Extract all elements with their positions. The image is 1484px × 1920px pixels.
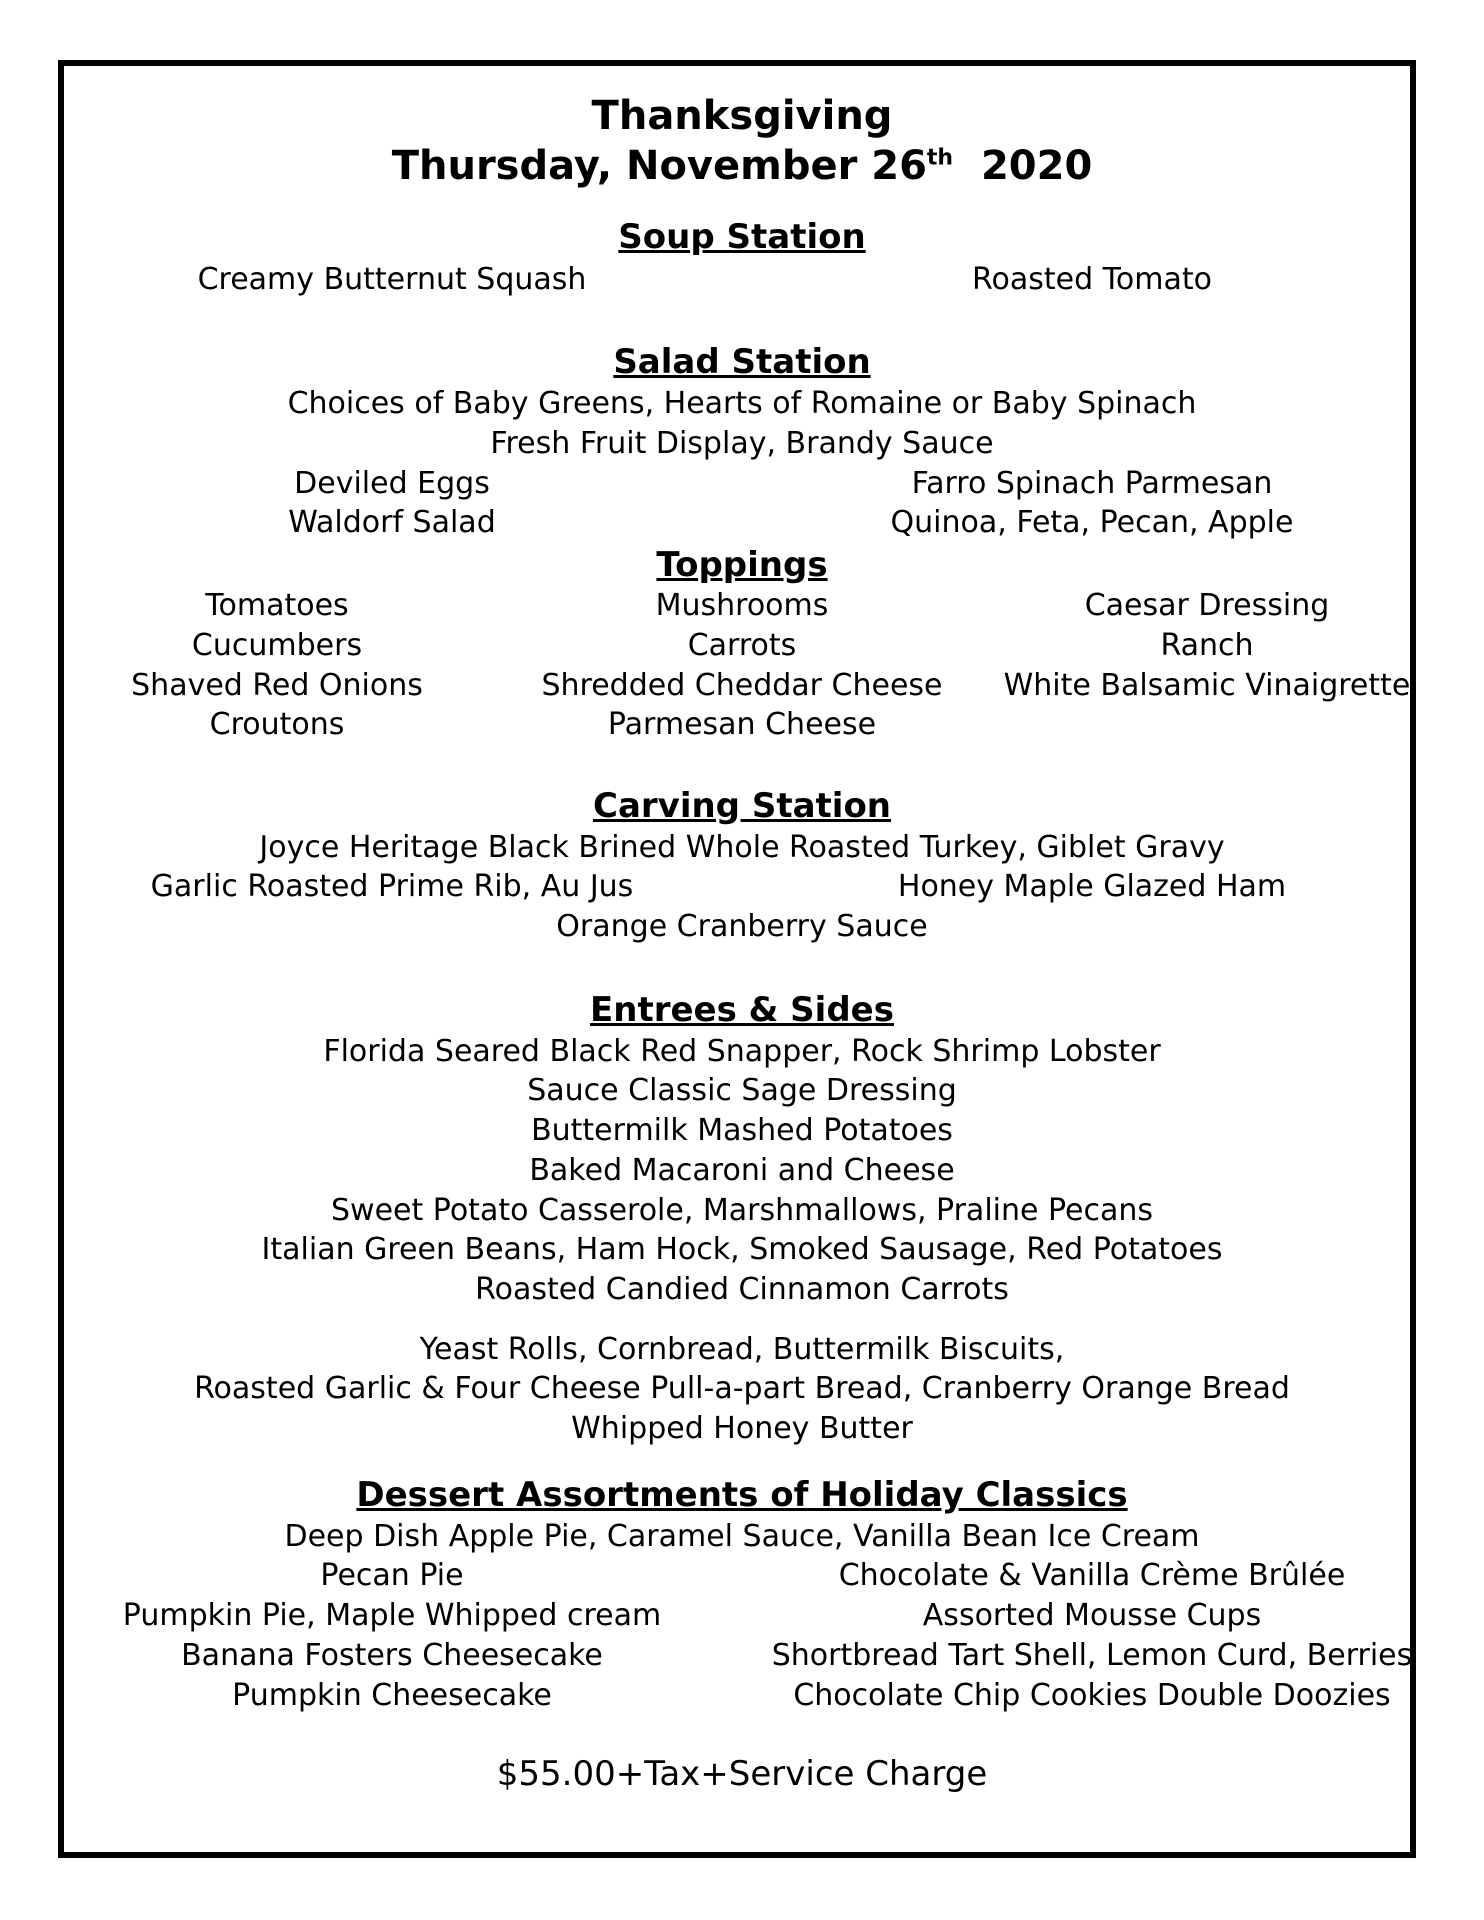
dessert-item: Deep Dish Apple Pie, Caramel Sauce, Vanilla Bean Ice Cream xyxy=(284,1519,1200,1554)
bread-item: Yeast Rolls, Cornbread, Buttermilk Biscuits, xyxy=(419,1332,1065,1367)
soup-item: Roasted Tomato xyxy=(972,262,1212,297)
salad-item: Choices of Baby Greens, Hearts of Romaine or Baby Spinach xyxy=(287,386,1197,421)
date-suffix: th xyxy=(926,145,954,171)
dressing-item: Ranch xyxy=(1160,628,1254,663)
entree-item: Buttermilk Mashed Potatoes xyxy=(531,1113,953,1148)
entree-item: Florida Seared Black Red Snapper, Rock Shrimp Lobster xyxy=(323,1034,1161,1069)
menu-price: $55.00+Tax+Service Charge xyxy=(496,1754,988,1794)
salad-item: Fresh Fruit Display, Brandy Sauce xyxy=(490,426,994,461)
menu-title: Thanksgiving xyxy=(591,93,893,139)
soup-item: Creamy Butternut Squash xyxy=(197,262,587,297)
toppings-heading: Toppings xyxy=(656,545,828,585)
carving-item: Joyce Heritage Black Brined Whole Roasted Turkey, Giblet Gravy xyxy=(259,830,1225,865)
dressing-item: Caesar Dressing xyxy=(1084,588,1330,623)
dessert-item: Pumpkin Cheesecake xyxy=(232,1678,552,1713)
dessert-item: Chocolate Chip Cookies Double Doozies xyxy=(793,1678,1391,1713)
entrees-heading: Entrees & Sides xyxy=(590,990,894,1030)
salad-item: Deviled Eggs xyxy=(294,466,490,501)
topping-item: Mushrooms xyxy=(655,588,829,623)
date-text: Thursday, November 26 xyxy=(391,143,927,189)
salad-item: Quinoa, Feta, Pecan, Apple xyxy=(890,505,1294,540)
salad-item: Waldorf Salad xyxy=(288,505,496,540)
carving-heading: Carving Station xyxy=(592,786,892,826)
salad-item: Farro Spinach Parmesan xyxy=(911,466,1273,501)
menu-date xyxy=(392,142,1093,190)
entree-item: Italian Green Beans, Ham Hock, Smoked Sausage, Red Potatoes xyxy=(261,1232,1223,1267)
dressing-item: White Balsamic Vinaigrette xyxy=(1003,668,1411,703)
topping-item: Carrots xyxy=(687,628,797,663)
dessert-item: Pumpkin Pie, Maple Whipped cream xyxy=(122,1598,662,1633)
dessert-heading: Dessert Assortments of Holiday Classics xyxy=(356,1475,1128,1515)
bread-item: Whipped Honey Butter xyxy=(571,1411,913,1446)
entree-item: Roasted Candied Cinnamon Carrots xyxy=(475,1272,1009,1307)
topping-item: Cucumbers xyxy=(191,628,363,663)
carving-item: Garlic Roasted Prime Rib, Au Jus xyxy=(150,869,634,904)
carving-item: Honey Maple Glazed Ham xyxy=(897,869,1287,904)
entree-item: Sauce Classic Sage Dressing xyxy=(527,1073,957,1108)
topping-item: Shaved Red Onions xyxy=(131,668,423,703)
dessert-item: Pecan Pie xyxy=(320,1558,464,1593)
topping-item: Croutons xyxy=(209,707,345,742)
salad-heading: Salad Station xyxy=(613,342,871,382)
topping-item: Tomatoes xyxy=(205,588,349,623)
dessert-item: Banana Fosters Cheesecake xyxy=(181,1638,603,1673)
date-year: 2020 xyxy=(980,143,1093,189)
bread-item: Roasted Garlic & Four Cheese Pull-a-part Bread, Cranberry Orange Bread xyxy=(194,1371,1290,1406)
dessert-item: Assorted Mousse Cups xyxy=(922,1598,1262,1633)
soup-heading: Soup Station xyxy=(618,217,866,257)
dessert-item: Shortbread Tart Shell, Lemon Curd, Berries xyxy=(771,1638,1413,1673)
carving-item: Orange Cranberry Sauce xyxy=(556,909,928,944)
dessert-item: Chocolate & Vanilla Crème Brûlée xyxy=(838,1558,1346,1593)
topping-item: Parmesan Cheese xyxy=(607,707,877,742)
entree-item: Sweet Potato Casserole, Marshmallows, Praline Pecans xyxy=(331,1193,1153,1228)
entree-item: Baked Macaroni and Cheese xyxy=(529,1153,955,1188)
topping-item: Shredded Cheddar Cheese xyxy=(541,668,943,703)
